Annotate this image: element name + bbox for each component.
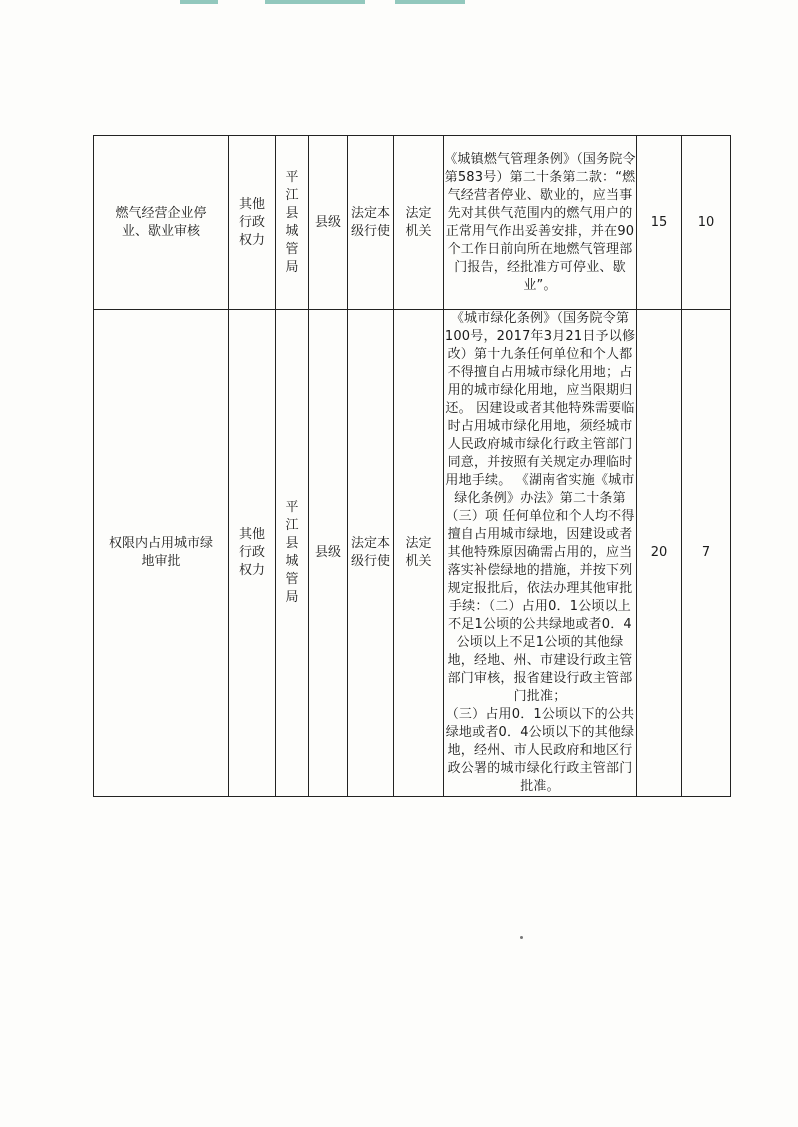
department: 平江县城管局	[285, 169, 299, 275]
exercise-mode: 法定本级行使	[350, 205, 390, 239]
level-cell	[309, 310, 348, 797]
promise-limit-cell	[682, 310, 731, 797]
item-name-cell	[94, 310, 229, 797]
exercise-cell	[348, 310, 394, 797]
exercise-cell	[348, 136, 394, 310]
exercise-mode: 法定本级行使	[350, 536, 390, 569]
scan-artifact	[180, 0, 218, 4]
promise-limit-cell	[682, 136, 731, 310]
power-type-cell	[229, 310, 276, 797]
level: 县级	[314, 545, 341, 560]
power-type-cell	[229, 136, 276, 310]
department: 平江县城管局	[285, 500, 299, 605]
subject-cell	[394, 136, 444, 310]
legal-basis: 《城镇燃气管理条例》（国务院令第583号）第二十条第二款：“燃气经营者停业、歇业的，应当事先对其供气范围内的燃气用户的正常用气作出妥善安排，并在90个工作日前向所在地燃气管理部门报告，经批准方可停业、歇业”。	[444, 151, 636, 293]
table-row	[94, 310, 731, 797]
time-limit-cell	[637, 310, 682, 797]
table-row	[94, 136, 731, 310]
legal-time-limit: 20	[650, 545, 668, 560]
time-limit-cell	[637, 136, 682, 310]
subject: 法定机关	[405, 205, 432, 239]
power-type: 其他行政权力	[238, 527, 265, 578]
power-type: 其他行政权力	[238, 196, 265, 248]
legal-time-limit: 15	[650, 214, 668, 230]
scan-speck	[520, 936, 523, 939]
basis-cell	[444, 136, 637, 310]
basis-cell	[444, 310, 637, 797]
scan-artifact	[395, 0, 465, 4]
promised-time-limit: 7	[701, 545, 711, 560]
department-cell	[276, 310, 309, 797]
item-name-cell	[94, 136, 229, 310]
promised-time-limit: 10	[697, 214, 715, 230]
item-name: 燃气经营企业停业、歇业审核	[115, 205, 207, 239]
scan-artifact	[265, 0, 365, 4]
subject-cell	[394, 310, 444, 797]
legal-basis: 《城市绿化条例》（国务院令第100号，2017年3月21日予以修改）第十九条任何单位和个人都不得擅自占用城市绿化用地；占用的城市绿化用地，应当限期归还。 因建设或者其他特殊需要临时占用城市绿化用地，须经城市人民政府城市绿化行政主管部门同意，并按照有关规定办理临时用地手续。 《湖南省实施《城市绿化条例》办法》第二十条第（三）项 任何单位和个人均不得擅自占用城市绿地，因建设或者其他特殊原因确需占用的，应当落实补偿绿地的措施，并按下列规定报批后，依法办理其他审批手续：（二）占用0．1公顷以上不足1公顷的公共绿地或者0．4公顷以上不足1公顷的其他绿地，经地、州、市建设行政主管部门审核，报省建设行政主管部门批准； （三）占用0．1公顷以下的公共绿地或者0．4公顷以下的其他绿地，经州、市人民政府和地区行政公署的城市绿化行政主管部门批准。	[444, 311, 636, 794]
subject: 法定机关	[405, 536, 432, 569]
item-name: 权限内占用城市绿地审批	[108, 536, 213, 569]
power-list-table	[93, 135, 731, 797]
level: 县级	[314, 214, 341, 230]
level-cell	[309, 136, 348, 310]
department-cell	[276, 136, 309, 310]
